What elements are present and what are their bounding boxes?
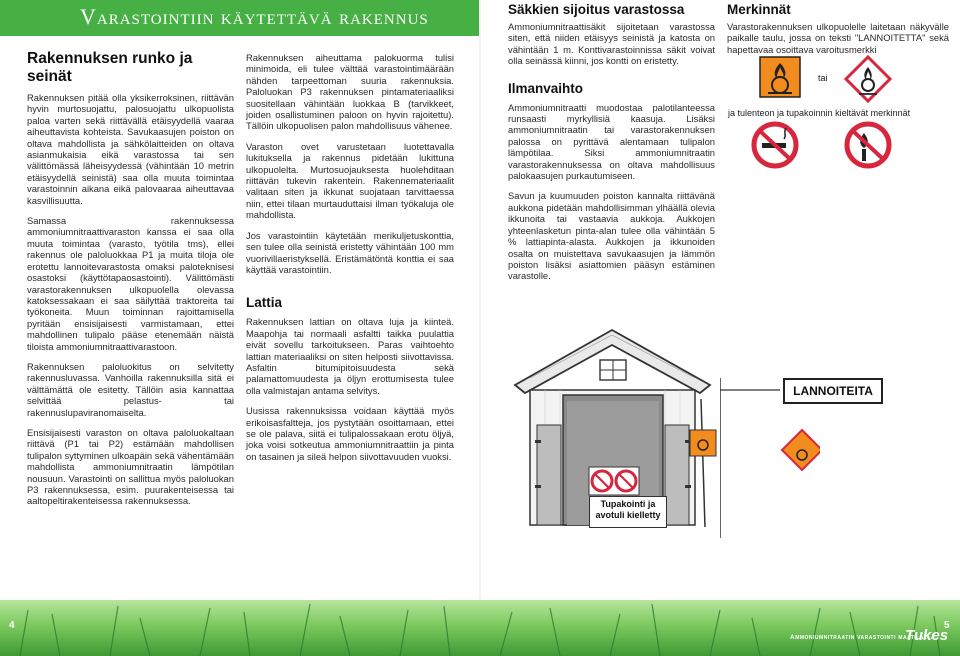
page-title: Varastointiin käytettävä rakennus: [80, 4, 429, 29]
section-heading-floor: Lattia: [246, 295, 283, 311]
paragraph: Ammoniumnitraatti muodostaa palotilanteessa runsaasti myrkyllisiä kaasuja. Lisäksi ammoniumnitraatin tai varastorakennuksen palossa on pyrittävä alentamaan tulipalon lämpötilaa. Siksi ammoniumnitraatin varastorakennuksessa on oltava mahdollisuus palokaasujen purkautumiseen.: [508, 101, 715, 182]
paragraph: Savun ja kuumuuden poiston kannalta riittävänä aukkona pidetään mahdollisimman ylhäällä olevia ikkunoita tai vastaavia aukkoja. Aukkojen yhteenlasketun pinta-alan tulee olla vähintään 5 % lattiapinta-alasta. Aukkojen ja ikkunoiden osalta on muistettava savukaasujen ja lämmön poiston lisäksi asiattomien pääsyn estäminen varastolle.: [508, 190, 715, 282]
oxidizer-warning-icon: [760, 57, 800, 97]
paragraph: Varastorakennuksen ulkopuolelle laitetaan näkyvälle paikalle taulu, jossa on teksti "LANNOITETTA" sekä hapettavaa osoittava varoitusmerkki: [727, 21, 949, 55]
paragraph: Ensisijaisesti varaston on oltava paloluokaltaan riittävä (P1 tai P2) estämään mahdollisen tulipalon syttyminen ulkoapäin sekä vähentämään mahdollista ammoniumnitraatin lämpötilan nousuun. Varastointi on sallittua myös paloluokan P3 rakennuksessa, esim. puurakenteisessa tai aaltopeltirakenteisessa rakennuksessa.: [27, 426, 234, 507]
page-gutter: [479, 0, 481, 600]
paragraph: Jos varastointiin käytetään merikuljetuskonttia, sen tulee olla seinistä eristetty vähintään 100 mm vuorivillaeristyksellä. Eristämätöntä konttia ei saa käyttää varastointiin.: [246, 229, 454, 275]
section-heading-storage: Säkkien sijoitus varastossa: [508, 2, 685, 17]
ghs-oxidizer-icon: [846, 57, 890, 101]
no-open-fire-icon: [847, 124, 889, 166]
signs-caption: ja tulenteon ja tupakoinnin kieltävät merkinnät: [728, 108, 911, 118]
column-2: [246, 52, 454, 471]
paragraph: Uusissa rakennuksissa voidaan käyttää myös erikoisasfaltteja, jos pystytään osoittamaan, ettei se ole palava, siitä ei tulipalossakaan erotu öljyä, joka voisi sotkeutua ammoniumnitraattiin ja pinta on tasainen ja sileä helpon siivottavuuden vuoksi.: [246, 405, 454, 462]
footer-caption: Ammoniumnitraatin varastointi maatilalla: [790, 634, 936, 641]
title-banner: [0, 0, 479, 36]
paragraph: Rakennuksen paloluokitus on selvitetty rakennusluvassa. Vanhoilla rakennuksilla sitä ei välttämättä ole esitetty. Tällöin asia kannattaa selvittää pelastus- tai rakennuslupaviranomaiselta.: [27, 360, 234, 418]
or-label: tai: [818, 73, 828, 83]
door-prohibition-signs: [589, 467, 639, 495]
footer-grass: [0, 600, 960, 656]
warning-signs: [728, 55, 950, 175]
page-number-left: 4: [9, 620, 15, 631]
page-number-right: 5: [944, 620, 950, 631]
no-smoking-icon: [754, 124, 796, 166]
no-smoking-sign: [589, 496, 667, 528]
paragraph: Ammoniumnitraattisäkit sijoitetaan varastossa siten, että niiden etäisyys seinistä ja katosta on vähintään 1 m. Konttivarastoinnissa säkit voivat olla seinässä kiinni, jos kontti on eristetty.: [508, 21, 715, 67]
house-oxidizer-sign: [690, 430, 716, 456]
column-3: [508, 2, 715, 291]
paragraph: Varaston ovet varustetaan luotettavalla lukituksella ja rakennus pidetään lukittuna ulkopuolelta. Murtosuojauksesta huolehditaan riittävän tukevin rakentein. Rakennemateriaalit valitaan siten ja ikkunat suojataan tarvittaessa niin, ettei tilaan murtauduttaisi ilman työkaluja ole mahdollista.: [246, 140, 454, 221]
section-heading-markings: Merkinnät: [727, 2, 791, 17]
lannoitetta-sign: LANNOITEITA: [783, 378, 883, 404]
paragraph: Rakennuksen aiheuttama palokuorma tulisi minimoida, eli tulee välttää varastointimäärään nähden tarpeettoman suuria rakennuksia. Paloluokan P3 rakennuksen pintamateriaaliksi suositellaan vähintään luokkaa B (tarvikkeet, joiden osallistuminen paloon on hyvin rajoitettu). Tällöin ulkopuolisen palon mahdollisuus vähenee.: [246, 52, 454, 132]
grass-graphic: [0, 600, 960, 656]
section-heading-frame: Rakennuksen runko ja seinät: [27, 50, 193, 85]
column-1: [27, 50, 234, 516]
paragraph: Samassa rakennuksessa ammoniumnitraattivaraston kanssa ei saa olla muuta toimintaa (varasto, työtila tms), ellei rakennus ole paloluokkaa P1 ja muita tiloja ole erotettu lannoitevarastosta omaksi paloteknisesi osastoksi (käyttötapaosastointi). Välittömästi varastorakennuksen ulkopuolella olevassa katoksessakaan ei saa säilyttää traktoreita tai työkoneita. Muun toiminnan rajoittamisella pyritään ensisijaisesti varmistamaan, ettei mahdollinen tulipalo pääse etenemään näistä tiloista ammoniumnitraattivarastoon.: [27, 215, 234, 352]
tukes-logo: Tukes: [905, 627, 949, 644]
paragraph: Rakennuksen lattian on oltava luja ja kiinteä. Maapohja tai normaali asfaltti taikka puulattia eivät sovellu tarkoitukseen. Paras vaihtoehto lattian materiaaliksi on siten helposti siivottavissa. Asfaltin bitumipitoisuudesta sekä palamattomuudesta ja öljyn erottumisesta tulee olla valmistajan antama selvitys.: [246, 316, 454, 396]
smoke-sign-line1: Tupakointi ja: [600, 499, 656, 509]
paragraph: Rakennuksen pitää olla yksikerroksinen, riittävän hyvin murtosuojattu, palosuojattu ulkopuolista paloa varten sekä riittävällä etäisyydellä vaaraa aiheuttavista kohteista. Savukaasujen poiston on oltava mahdollista ja sähkölaitteiden on oltava asianmukaisia eikä varastossa tai sen välittömässä läheisyydessä (vähintään 10 metrin etäisyydellä seinistä) saa olla muuta toimintaa varastoinnin aikana eikä palovaaraa aiheuttavaa kasvillisuutta.: [27, 92, 234, 206]
section-heading-ventilation: Ilmanvaihto: [508, 80, 584, 96]
smoke-sign-line2: avotuli kielletty: [595, 510, 661, 520]
ghs-oxidizer-sign-yard: [782, 430, 820, 470]
